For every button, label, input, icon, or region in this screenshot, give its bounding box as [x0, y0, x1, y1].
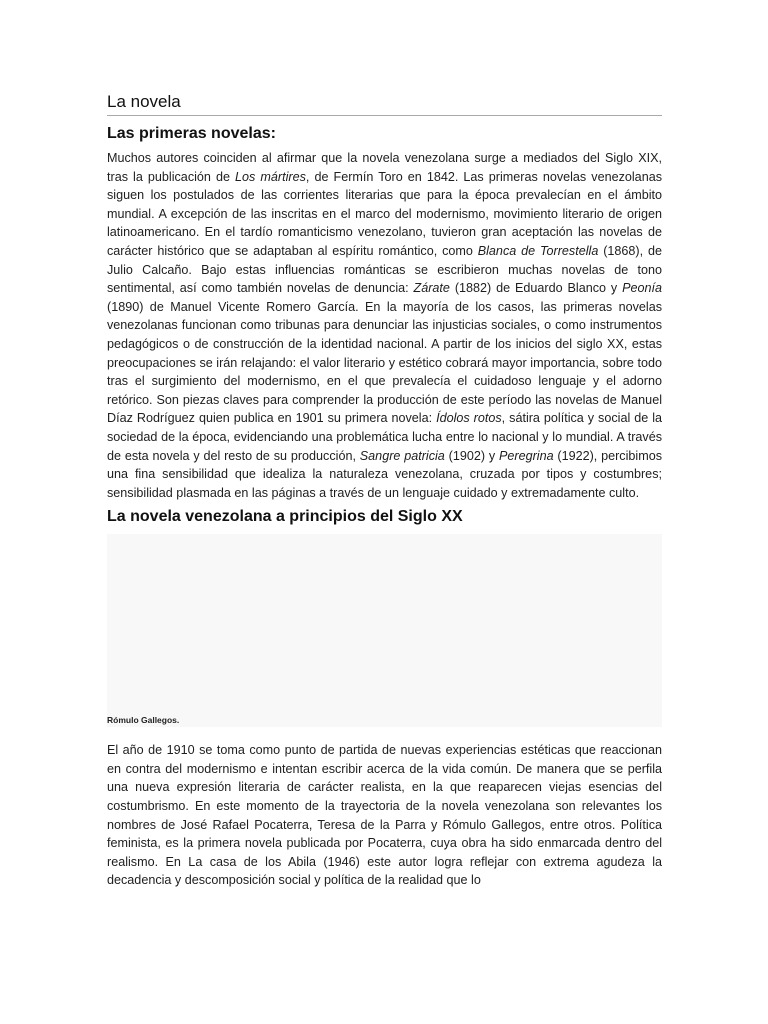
paragraph-primeras-novelas [107, 149, 662, 502]
section-heading-primeras-novelas: Las primeras novelas: [107, 125, 276, 142]
text-run: (1890) de Manuel Vicente Romero García. En la mayoría de los casos, las primeras novelas venezolanas funcionan como tribunas para denunciar las injusticias sociales, o como instrumentos pedagógicos o de construcción de la identidad nacional. A partir de los inicios del siglo XX, estas preocupaciones se irán relajando: el valor literario y estético cobrará mayor importancia, sobre todo tras el surgimiento del modernismo, en el que prevalecía el cuidadoso lenguaje y el adorno retórico. Son piezas claves para comprender la producción de este período las novelas de Manuel Díaz Rodríguez quien publica en 1901 su primera novela: [107, 299, 662, 426]
text-run: (1922), percibimos una fina sensibilidad que idealiza la naturaleza venezolana, cruzada por tipos y costumbres; sensibilidad plasmada en las páginas a través de un lenguaje cuidado y extremadamente culto. [107, 448, 663, 500]
italic-title-peregrina: Peregrina [498, 448, 554, 463]
text-run: (1868), de Julio Calcaño. Bajo estas influencias románticas se escribieron muchas novelas de tono sentimental, así como también novelas de denuncia: [107, 243, 662, 296]
paragraph-siglo-xx: El año de 1910 se toma como punto de partida de nuevas experiencias estéticas que reaccionan en contra del modernismo e intentan escribir acerca de la vida común. De manera que se perfila una nueva expresión literaria de carácter realista, en la que reaparecen viejas esencias del costumbrismo. En este momento de la trayectoria de la novela venezolana son relevantes los nombres de José Rafael Pocaterra, Teresa de la Parra y Rómulo Gallegos, entre otros. Política feminista, es la primera novela publicada por Pocaterra, cuya obra ha sido enmarcada dentro del realismo. En La casa de los Abila (1946) este autor logra reflejar con extrema agudeza la decadencia y descomposición social y política de la realidad que lo [107, 743, 662, 888]
italic-title-peonia: Peonía [622, 281, 662, 296]
text-run: , sátira política y social de la sociedad de la época, evidenciando una problemática lucha entre lo nacional y lo mundial. A través de esta novela y del resto de su producción, [107, 411, 662, 463]
text-run: (1882) de Eduardo Blanco y [449, 281, 623, 296]
section-heading-siglo-xx: La novela venezolana a principios del Siglo XX [107, 508, 463, 526]
text-run: Muchos autores coinciden al afirmar que la novela venezolana surge a mediados del Siglo XIX, tras la publicación de [107, 151, 662, 184]
figure-romulo-gallegos [107, 534, 662, 727]
italic-title-idolos-rotos: Ídolos rotos [436, 411, 502, 426]
text-run: (1902) y [444, 448, 499, 463]
italic-title-los-martires: Los mártires [235, 169, 306, 184]
italic-title-blanca-de-torrestella: Blanca de Torrestella [477, 243, 599, 258]
italic-title-sangre-patricia: Sangre patricia [359, 448, 445, 463]
text-run: , de Fermín Toro en 1842. Las primeras novelas venezolanas siguen los postulados de las corrientes literarias que para la época prevalecían en el ámbito mundial. A excepción de las inscritas en el marco del modernismo, movimiento literario de origen latinoamericano. En el tardío romanticismo venezolano, tuvieron gran aceptación las novelas de carácter histórico que se adaptaban al espíritu romántico, como [107, 169, 662, 258]
italic-title-zarate: Zárate [413, 281, 450, 296]
page-title: La novela [107, 92, 662, 116]
figure-caption: Rómulo Gallegos. [107, 715, 180, 726]
